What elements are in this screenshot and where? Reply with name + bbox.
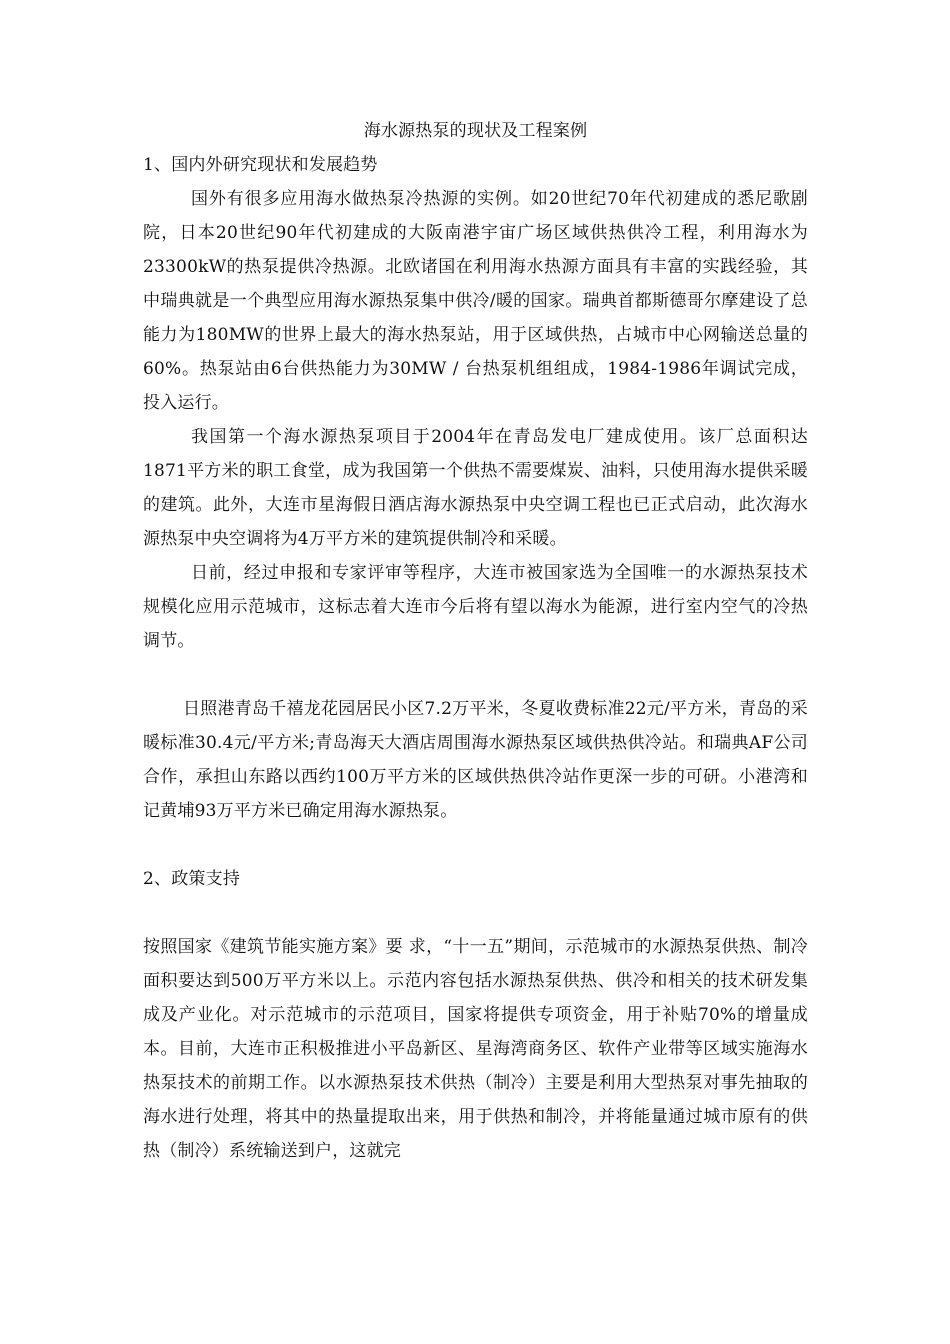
paragraph-domestic-first-project: 我国第一个海水源热泵项目于2004年在青岛发电厂建成使用。该厂总面积达1871平方米的职工食堂，成为我国第一个供热不需要煤炭、油料，只使用海水提供采暖的建筑。此外，大连市星海假日酒店海水源热泵中央空调工程也已正式启动，此次海水源热泵中央空调将为4万平方米的建筑提供制冷和采暖。 bbox=[143, 427, 808, 549]
paragraph-dalian-demo-city: 日前，经过申报和专家评审等程序，大连市被国家选为全国唯一的水源热泵技术规模化应用示范城市，这标志着大连市今后将有望以海水为能源，进行室内空气的冷热调节。 bbox=[143, 563, 808, 651]
paragraph-foreign-cases: 国外有很多应用海水做热泵冷热源的实例。如20世纪70年代初建成的悉尼歌剧院，日本20世纪90年代初建成的大阪南港宇宙广场区域供热供冷工程，利用海水为23300kW的热泵提供冷热源。北欧诸国在利用海水热源方面具有丰富的实践经验，其中瑞典就是一个典型应用海水源热泵集中供冷/暖的国家。瑞典首都斯德哥尔摩建设了总能力为180MW的世界上最大的海水热泵站，用于区域供热，占城市中心网输送总量的60%。热泵站由6台供热能力为30MW / 台热泵机组组成，1984-1986年调试完成，投入运行。 bbox=[143, 189, 808, 413]
document-body bbox=[143, 114, 808, 1168]
paragraph-spacer bbox=[143, 658, 808, 692]
paragraph-qingdao-projects: 日照港青岛千禧龙花园居民小区7.2万平米，冬夏收费标准22元/平方米，青岛的采暖标准30.4元/平方米;青岛海天大酒店周围海水源热泵区域供热供冷站。和瑞典AF公司合作，承担山东路以西约100万平方米的区域供热供冷站作更深一步的可研。小港湾和记黄埔93万平方米已确定用海水源热泵。 bbox=[143, 699, 808, 821]
section-1-heading: 1、国内外研究现状和发展趋势 bbox=[143, 155, 378, 175]
document-title: 海水源热泵的现状及工程案例 bbox=[363, 121, 588, 141]
paragraph-spacer bbox=[143, 828, 808, 862]
section-2-heading: 2、政策支持 bbox=[143, 869, 241, 889]
paragraph-policy-support: 按照国家《建筑节能实施方案》要 求，“十一五”期间，示范城市的水源热泵供热、制冷面积要达到500万平方米以上。示范内容包括水源热泵供热、供冷和相关的技术研发集成及产业化。对示范城市的示范项目，国家将提供专项资金，用于补贴70%的增量成本。目前，大连市正积极推进小平岛新区、星海湾商务区、软件产业带等区域实施海水热泵技术的前期工作。以水源热泵技术供热（制冷）主要是利用大型热泵对事先抽取的海水进行处理，将其中的热量提取出来，用于供热和制冷，并将能量通过城市原有的供热（制冷）系统输送到户，这就完 bbox=[143, 937, 808, 1161]
paragraph-spacer bbox=[143, 896, 808, 930]
